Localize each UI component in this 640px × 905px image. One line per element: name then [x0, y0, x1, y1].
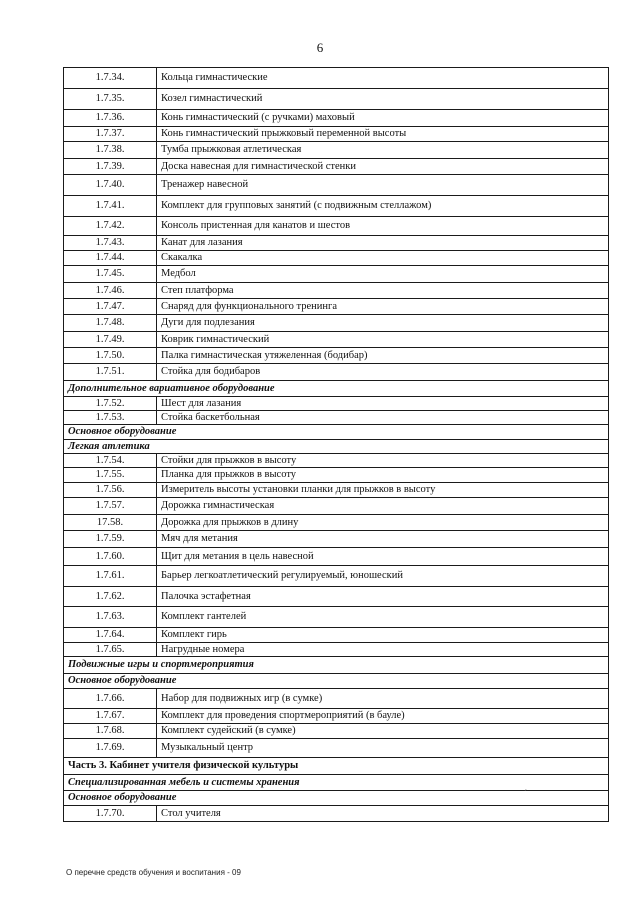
section-heading: Часть 3. Кабинет учителя физической культуры: [64, 758, 609, 775]
section-heading: Подвижные игры и спортмероприятия: [64, 657, 609, 674]
table-row: [64, 454, 609, 468]
section-row: [64, 381, 609, 397]
item-number: 1.7.40.: [64, 175, 157, 196]
item-number: 1.7.64.: [64, 628, 157, 643]
item-number: 1.7.52.: [64, 397, 157, 411]
table-row: [64, 364, 609, 381]
footer-text: О перечне средств обучения и воспитания - 09: [66, 868, 241, 877]
item-number: 1.7.56.: [64, 483, 157, 498]
item-name: Дорожка для прыжков в длину: [157, 515, 609, 531]
table-row: [64, 587, 609, 607]
item-number: 1.7.68.: [64, 724, 157, 739]
item-number: 1.7.50.: [64, 348, 157, 364]
item-name: Снаряд для функционального тренинга: [157, 299, 609, 315]
section-row: [64, 440, 609, 454]
table-row: [64, 643, 609, 657]
table-row: [64, 315, 609, 332]
item-number: 1.7.54.: [64, 454, 157, 468]
item-name: Дорожка гимнастическая: [157, 498, 609, 515]
table-row: [64, 515, 609, 531]
table-row: [64, 709, 609, 724]
item-number: 1.7.37.: [64, 127, 157, 142]
item-name: Кольца гимнастические: [157, 68, 609, 89]
item-number: 1.7.53.: [64, 411, 157, 425]
section-row: [64, 657, 609, 674]
item-number: 1.7.41.: [64, 196, 157, 217]
item-name: Шест для лазания: [157, 397, 609, 411]
item-number: 1.7.59.: [64, 531, 157, 548]
item-number: 1.7.67.: [64, 709, 157, 724]
table-row: [64, 127, 609, 142]
item-name: Планка для прыжков в высоту: [157, 468, 609, 483]
item-number: 1.7.46.: [64, 283, 157, 299]
section-row: [64, 425, 609, 440]
item-number: 1.7.61.: [64, 566, 157, 587]
table-row: [64, 236, 609, 251]
item-name: Медбол: [157, 266, 609, 283]
table-row: [64, 483, 609, 498]
item-name: Комплект гирь: [157, 628, 609, 643]
table-row: [64, 397, 609, 411]
equipment-table-body: [64, 68, 609, 822]
table-row: [64, 348, 609, 364]
table-row: [64, 411, 609, 425]
item-name: Нагрудные номера: [157, 643, 609, 657]
section-heading: Легкая атлетика: [64, 440, 609, 454]
item-name: Набор для подвижных игр (в сумке): [157, 689, 609, 709]
item-name: Козел гимнастический: [157, 89, 609, 110]
table-row: [64, 498, 609, 515]
table-row: [64, 689, 609, 709]
item-name: Скакалка: [157, 251, 609, 266]
item-number: 1.7.70.: [64, 806, 157, 822]
table-row: [64, 266, 609, 283]
item-name: Измеритель высоты установки планки для прыжков в высоту: [157, 483, 609, 498]
item-name: Степ платформа: [157, 283, 609, 299]
table-row: [64, 566, 609, 587]
item-number: 1.7.57.: [64, 498, 157, 515]
section-heading: Основное оборудование: [64, 425, 609, 440]
item-name: Стойка для бодибаров: [157, 364, 609, 381]
section-row: [64, 758, 609, 775]
table-row: [64, 196, 609, 217]
item-name: Комплект гантелей: [157, 607, 609, 628]
section-heading: Дополнительное вариативное оборудование: [64, 381, 609, 397]
item-name: Палка гимнастическая утяжеленная (бодибар): [157, 348, 609, 364]
item-number: 1.7.43.: [64, 236, 157, 251]
table-row: [64, 806, 609, 822]
item-name: Коврик гимнастический: [157, 332, 609, 348]
table-row: [64, 468, 609, 483]
item-name: Канат для лазания: [157, 236, 609, 251]
item-number: 1.7.35.: [64, 89, 157, 110]
table-row: [64, 142, 609, 159]
item-number: 1.7.47.: [64, 299, 157, 315]
table-row: [64, 251, 609, 266]
item-name: Комплект для проведения спортмероприятий (в бауле): [157, 709, 609, 724]
item-number: 1.7.36.: [64, 110, 157, 127]
item-name: Консоль пристенная для канатов и шестов: [157, 217, 609, 236]
item-number: 1.7.51.: [64, 364, 157, 381]
item-name: Барьер легкоатлетический регулируемый, юношеский: [157, 566, 609, 587]
table-row: [64, 283, 609, 299]
equipment-table: [63, 67, 609, 822]
item-number: 1.7.42.: [64, 217, 157, 236]
table-row: [64, 607, 609, 628]
section-heading: Основное оборудование: [64, 674, 609, 689]
item-name: Комплект для групповых занятий (с подвижным стеллажом): [157, 196, 609, 217]
stray-mark: ˊ: [524, 788, 527, 798]
table-row: [64, 739, 609, 758]
section-heading: Специализированная мебель и системы хранения: [64, 775, 609, 791]
item-name: Дуги для подлезания: [157, 315, 609, 332]
item-number: 1.7.65.: [64, 643, 157, 657]
item-number: 1.7.49.: [64, 332, 157, 348]
item-name: Стол учителя: [157, 806, 609, 822]
section-heading: Основное оборудование: [64, 791, 609, 806]
item-name: Тренажер навесной: [157, 175, 609, 196]
item-name: Комплект судейский (в сумке): [157, 724, 609, 739]
table-row: [64, 299, 609, 315]
table-row: [64, 531, 609, 548]
item-name: Палочка эстафетная: [157, 587, 609, 607]
item-name: Конь гимнастический (с ручками) маховый: [157, 110, 609, 127]
item-name: Музыкальный центр: [157, 739, 609, 758]
item-number: 1.7.69.: [64, 739, 157, 758]
item-number: 1.7.38.: [64, 142, 157, 159]
table-row: [64, 217, 609, 236]
item-number: 1.7.39.: [64, 159, 157, 175]
item-number: 17.58.: [64, 515, 157, 531]
section-row: [64, 674, 609, 689]
table-row: [64, 89, 609, 110]
table-row: [64, 548, 609, 566]
item-number: 1.7.55.: [64, 468, 157, 483]
item-name: Тумба прыжковая атлетическая: [157, 142, 609, 159]
item-name: Щит для метания в цель навесной: [157, 548, 609, 566]
table-row: [64, 110, 609, 127]
item-number: 1.7.63.: [64, 607, 157, 628]
item-name: Доска навесная для гимнастической стенки: [157, 159, 609, 175]
item-number: 1.7.34.: [64, 68, 157, 89]
table-row: [64, 332, 609, 348]
table-row: [64, 175, 609, 196]
table-row: [64, 724, 609, 739]
item-number: 1.7.48.: [64, 315, 157, 332]
item-number: 1.7.44.: [64, 251, 157, 266]
page-number: 6: [316, 40, 324, 55]
item-number: 1.7.62.: [64, 587, 157, 607]
item-number: 1.7.45.: [64, 266, 157, 283]
item-number: 1.7.60.: [64, 548, 157, 566]
table-row: [64, 159, 609, 175]
item-name: Мяч для метания: [157, 531, 609, 548]
item-number: 1.7.66.: [64, 689, 157, 709]
item-name: Конь гимнастический прыжковый переменной высоты: [157, 127, 609, 142]
item-name: Стойки для прыжков в высоту: [157, 454, 609, 468]
table-row: [64, 628, 609, 643]
item-name: Стойка баскетбольная: [157, 411, 609, 425]
table-row: [64, 68, 609, 89]
